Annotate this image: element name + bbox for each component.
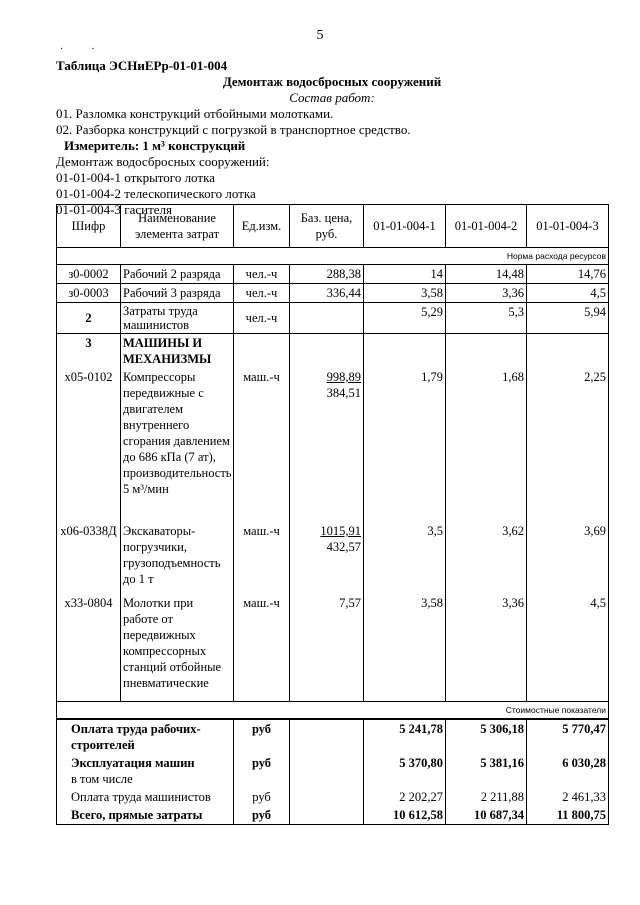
cell-unit: руб <box>234 719 290 754</box>
cell-value: 1,79 <box>364 368 446 522</box>
cell-value: 3,36 <box>446 594 527 702</box>
cell-value: 6 030,28 <box>527 754 609 788</box>
cell-value: 3,58 <box>364 284 446 303</box>
cell-unit: маш.-ч <box>234 594 290 702</box>
variant-item: 01-01-004-1 открытого лотка <box>56 170 215 185</box>
cell-value: 14,48 <box>446 265 527 284</box>
cell-value: 5,29 <box>364 303 446 334</box>
cell-price: 998,89 <box>326 370 361 384</box>
cell-price: 336,44 <box>290 284 364 303</box>
cell-name: Компрессоры передвижные с двигателем внутреннего сгорания давлением до 686 кПа (7 ат), производительность 5 м³/мин <box>121 368 234 522</box>
section-row-costs <box>57 702 609 720</box>
cell-value: 3,69 <box>527 522 609 594</box>
cell-code: 2 <box>57 303 121 334</box>
cell-value: 4,5 <box>527 594 609 702</box>
col-header: Баз. цена, руб. <box>290 205 364 248</box>
cell-value: 14,76 <box>527 265 609 284</box>
cell-unit: чел.-ч <box>234 265 290 284</box>
cell-unit: чел.-ч <box>234 303 290 334</box>
cost-row <box>57 754 609 788</box>
table-row <box>57 284 609 303</box>
decorative-dots: ·· <box>60 44 123 55</box>
subtitle: Демонтаж водосбросных сооружений <box>222 74 442 89</box>
cell-name: Рабочий 3 разряда <box>121 284 234 303</box>
work-item: 01. Разломка конструкций отбойными молотками. <box>56 106 334 121</box>
cost-name: Всего, прямые затраты <box>57 806 234 825</box>
cell-name: Экскаваторы-погрузчики, грузоподъемность до 1 т <box>121 522 234 594</box>
table-row <box>57 594 609 702</box>
cell-value: 3,36 <box>446 284 527 303</box>
document-header <box>56 58 608 218</box>
col-header: 01-01-004-2 <box>446 205 527 248</box>
machines-title: МАШИНЫ И МЕХАНИЗМЫ <box>121 334 234 369</box>
col-header: 01-01-004-3 <box>527 205 609 248</box>
table-header-row <box>57 205 609 248</box>
cell-price: 7,57 <box>290 594 364 702</box>
cell-value: 5 381,16 <box>446 754 527 788</box>
cell-value: 14 <box>364 265 446 284</box>
cell-unit: руб <box>234 788 290 806</box>
meter-label: Измеритель: 1 м³ конструкций <box>64 138 246 153</box>
cell-name: Рабочий 2 разряда <box>121 265 234 284</box>
cell-price: 288,38 <box>290 265 364 284</box>
cost-sub: в том числе <box>71 772 133 786</box>
variant-item: 01-01-004-2 телескопического лотка <box>56 186 256 201</box>
cost-row <box>57 806 609 825</box>
cost-row <box>57 719 609 754</box>
cell-name: Молотки при работе от передвижных компрессорных станций отбойные пневматические <box>121 594 234 702</box>
cell-value: 3,62 <box>446 522 527 594</box>
cell-unit: маш.-ч <box>234 522 290 594</box>
cost-row <box>57 788 609 806</box>
section-row-norms <box>57 248 609 265</box>
cell-code: з0-0002 <box>57 265 121 284</box>
resource-table <box>56 204 609 825</box>
cell-code: х33-0804 <box>57 594 121 702</box>
cell-value: 1,68 <box>446 368 527 522</box>
cell-value: 2 202,27 <box>364 788 446 806</box>
cell-value: 5,94 <box>527 303 609 334</box>
cell-value: 2,25 <box>527 368 609 522</box>
table-row <box>57 265 609 284</box>
cell-value: 10 612,58 <box>364 806 446 825</box>
cell-value: 2 211,88 <box>446 788 527 806</box>
cell-value: 4,5 <box>527 284 609 303</box>
cell-value: 3,58 <box>364 594 446 702</box>
cell-value: 10 687,34 <box>446 806 527 825</box>
col-header: 01-01-004-1 <box>364 205 446 248</box>
cost-name: Оплата труда машинистов <box>57 788 234 806</box>
section-label: Стоимостные показатели <box>57 702 609 720</box>
description: Демонтаж водосбросных сооружений: <box>56 154 270 169</box>
cell-value: 5 770,47 <box>527 719 609 754</box>
machines-title-row <box>57 334 609 369</box>
variant-item: 01-01-004-3 гасителя <box>56 202 172 217</box>
table-row <box>57 522 609 594</box>
col-header: Шифр <box>57 205 121 248</box>
cell-unit: руб <box>234 754 290 788</box>
cell-name: Затраты труда машинистов <box>121 303 234 334</box>
section-label: Норма расхода ресурсов <box>57 248 609 265</box>
table-row <box>57 368 609 522</box>
cell-value: 11 800,75 <box>527 806 609 825</box>
cell-value: 5,3 <box>446 303 527 334</box>
cell-value: 5 306,18 <box>446 719 527 754</box>
table-title: Таблица ЭСНиЕРр-01-01-004 <box>56 58 228 73</box>
col-header: Наименование элемента затрат <box>121 205 234 248</box>
cell-value: 5 370,80 <box>364 754 446 788</box>
cell-unit: чел.-ч <box>234 284 290 303</box>
page-number: 5 <box>316 28 324 43</box>
cell-value: 5 241,78 <box>364 719 446 754</box>
cell-code: х06-0338Д <box>57 522 121 594</box>
cell-code: х05-0102 <box>57 368 121 522</box>
cell-unit: руб <box>234 806 290 825</box>
cell-value: 2 461,33 <box>527 788 609 806</box>
cell-price-secondary: 432,57 <box>326 540 361 554</box>
cell-code: 3 <box>57 334 121 369</box>
cell-price: 1015,91 <box>320 524 361 538</box>
work-item: 02. Разборка конструкций с погрузкой в транспортное средство. <box>56 122 411 137</box>
cost-name: Эксплуатация машин <box>71 756 195 770</box>
cell-value: 3,5 <box>364 522 446 594</box>
cell-price-secondary: 384,51 <box>326 386 361 400</box>
composition-title: Состав работ: <box>289 90 375 105</box>
cost-name: Оплата труда рабочих-строителей <box>57 719 234 754</box>
table-row <box>57 303 609 334</box>
cell-price <box>290 303 364 334</box>
col-header: Ед.изм. <box>234 205 290 248</box>
cell-unit: маш.-ч <box>234 368 290 522</box>
cell-code: з0-0003 <box>57 284 121 303</box>
